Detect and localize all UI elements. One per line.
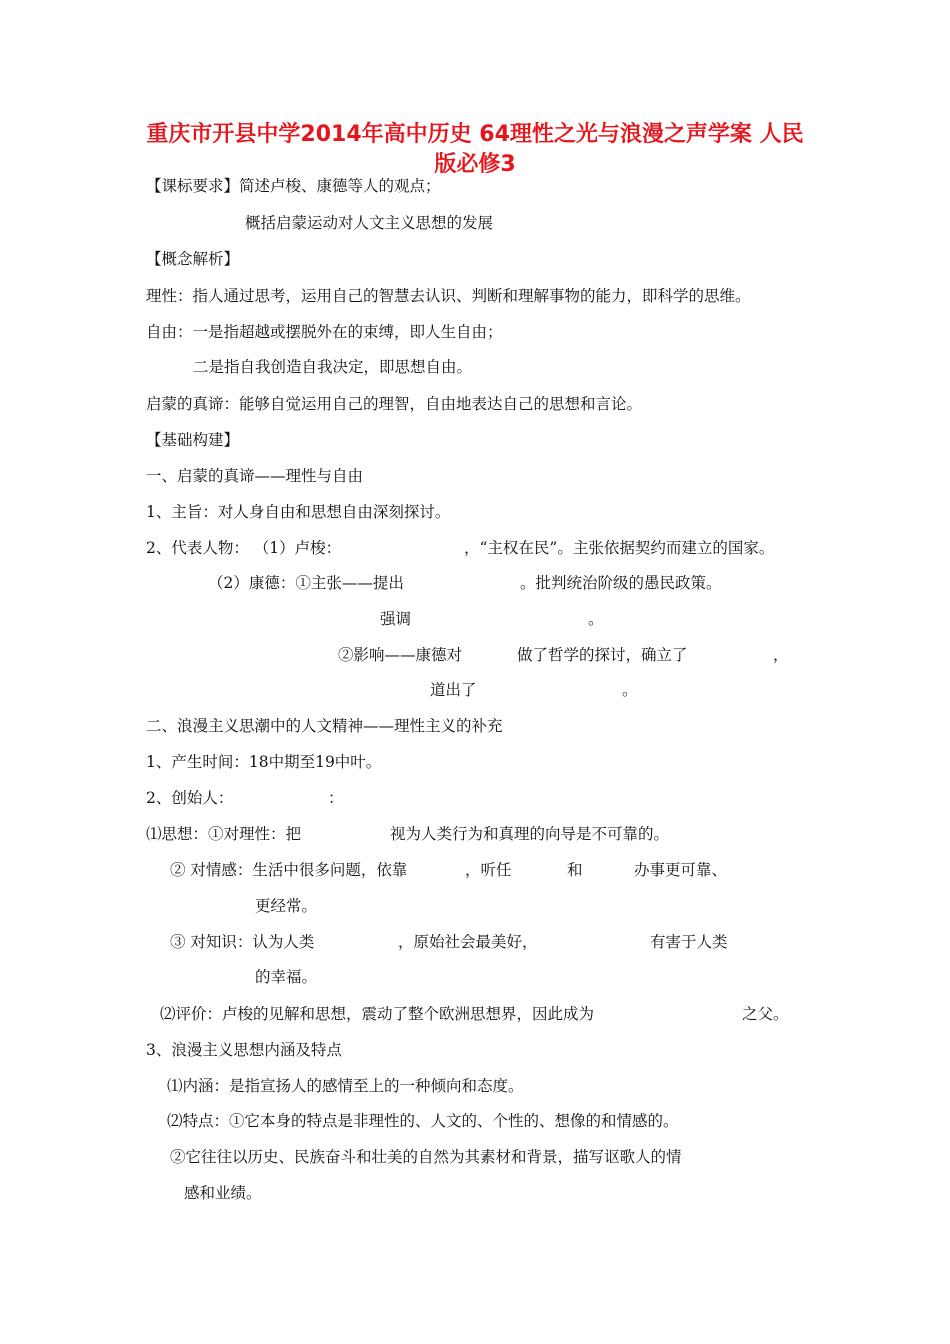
part1-heading: 一、启蒙的真谛——理性与自由 xyxy=(146,467,364,485)
title-line-2: 版必修3 xyxy=(434,152,516,177)
part3-feature-2-cont: 感和业绩。 xyxy=(184,1184,262,1202)
concepts-heading: 【概念解析】 xyxy=(146,250,240,268)
requirements-line-2: 概括启蒙运动对人文主义思想的发展 xyxy=(245,214,494,232)
thought-knowledge-start: ③ 对知识：认为人类 xyxy=(170,933,315,951)
evaluation-start: ⑵评价：卢梭的见解和思想，震动了整个欧洲思想界，因此成为 xyxy=(160,1005,595,1023)
evaluation-end: 之父。 xyxy=(742,1005,789,1023)
thought-emotion-e: 更经常。 xyxy=(255,897,318,915)
part1-item2-end: ，“主权在民”。主张依据契约而建立的国家。 xyxy=(464,539,775,557)
kant-claim-end: 。批判统治阶级的愚民政策。 xyxy=(520,574,722,592)
document-title xyxy=(130,120,820,180)
requirements-line-1: 【课标要求】简述卢梭、康德等人的观点； xyxy=(146,177,441,195)
kant-said-end: 。 xyxy=(622,681,638,699)
part2-founder-end: ： xyxy=(328,789,344,807)
part3-heading: 3、浪漫主义思想内涵及特点 xyxy=(146,1041,342,1059)
title-line-1: 重庆市开县中学2014年高中历史 64理性之光与浪漫之声学案 人民 xyxy=(146,122,804,147)
kant-influence-start: ②影响——康德对 xyxy=(338,646,463,664)
concept-freedom-1: 自由：一是指超越或摆脱外在的束缚，即人生自由； xyxy=(146,323,503,341)
thought-emotion-c: 和 xyxy=(567,861,583,879)
thought-knowledge-b: ，原始社会最美好， xyxy=(398,933,538,951)
part3-feature-1: ⑵特点：①它本身的特点是非理性的、人文的、个性的、想像的和情感的。 xyxy=(167,1112,679,1130)
kant-claim-start: （2）康德：①主张——提出 xyxy=(208,574,404,592)
concept-essence: 启蒙的真谛：能够自觉运用自己的理智，自由地表达自己的思想和言论。 xyxy=(146,395,643,413)
thought-emotion-b: ，听任 xyxy=(465,861,512,879)
thought-reason-start: ⑴思想：①对理性：把 xyxy=(146,825,302,843)
thought-knowledge-c: 有害于人类 xyxy=(650,933,728,951)
thought-reason-end: 视为人类行为和真理的向导是不可靠的。 xyxy=(390,825,670,843)
part1-item2-start: 2、代表人物： （1）卢梭： xyxy=(146,539,342,557)
part1-item1: 1、主旨：对人身自由和思想自由深刻探讨。 xyxy=(146,503,451,521)
kant-emphasis-start: 强调 xyxy=(380,610,412,628)
thought-emotion-start: ② 对情感：生活中很多问题，依靠 xyxy=(170,861,408,879)
thought-emotion-d: 办事更可靠、 xyxy=(634,861,728,879)
thought-knowledge-d: 的幸福。 xyxy=(255,968,318,986)
concept-freedom-2: 二是指自我创造自我决定，即思想自由。 xyxy=(193,358,473,376)
part3-feature-2: ②它往往以历史、民族奋斗和壮美的自然为其素材和背景，描写讴歌人的情 xyxy=(170,1148,682,1166)
part2-time: 1、产生时间：18中期至19中叶。 xyxy=(146,753,382,771)
kant-emphasis-end: 。 xyxy=(588,610,604,628)
basics-heading: 【基础构建】 xyxy=(146,431,240,449)
kant-influence-middle: 做了哲学的探讨，确立了 xyxy=(517,646,688,664)
kant-influence-end: ， xyxy=(773,646,789,664)
kant-said-start: 道出了 xyxy=(430,681,477,699)
part3-meaning: ⑴内涵：是指宣扬人的感情至上的一种倾向和态度。 xyxy=(167,1077,524,1095)
part2-founder-start: 2、创始人： xyxy=(146,789,234,807)
concept-reason: 理性：指人通过思考，运用自己的智慧去认识、判断和理解事物的能力，即科学的思维。 xyxy=(146,287,751,305)
part2-heading: 二、浪漫主义思潮中的人文精神——理性主义的补充 xyxy=(146,717,503,735)
